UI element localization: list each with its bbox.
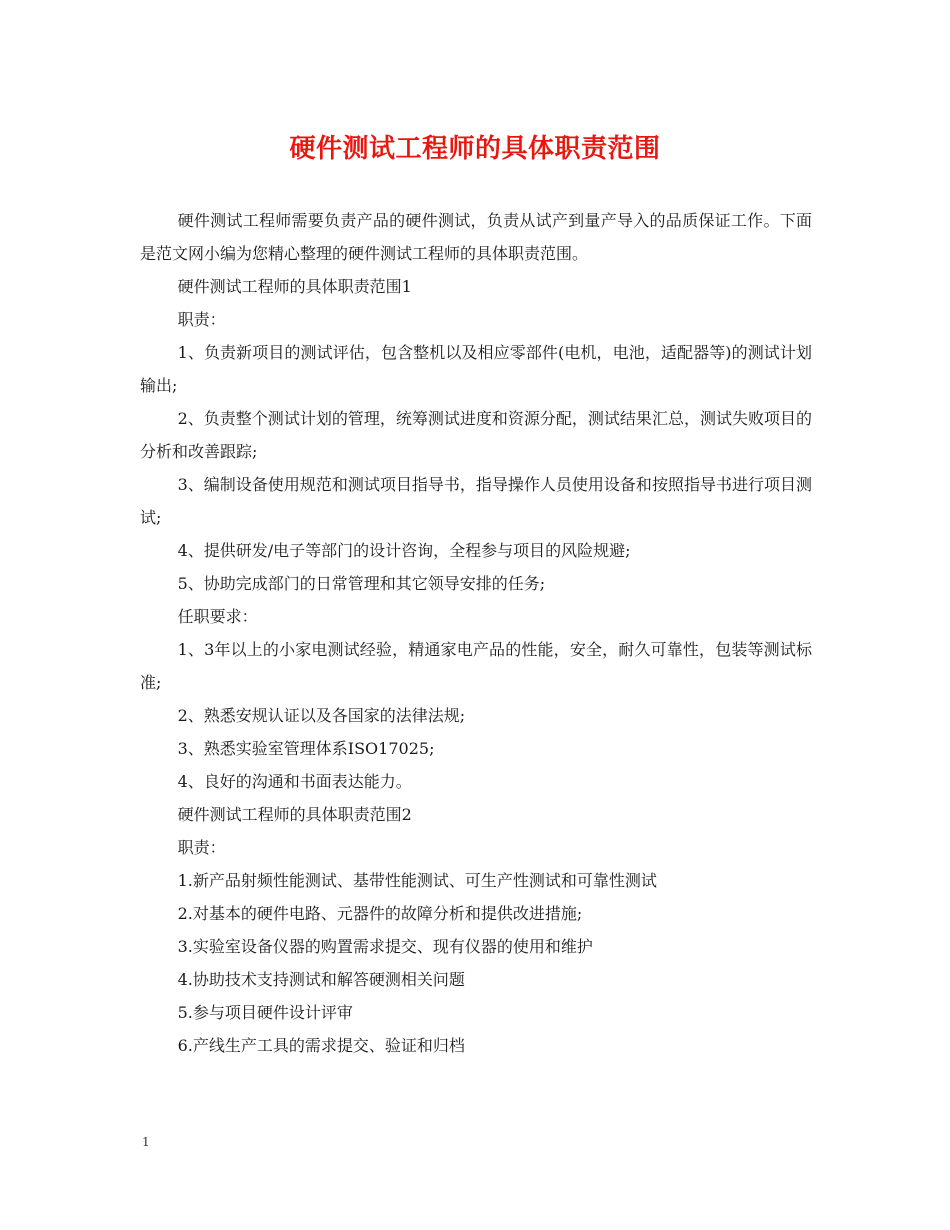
requirement-item: 1、3年以上的小家电测试经验，精通家电产品的性能，安全，耐久可靠性，包装等测试标准; <box>140 640 812 692</box>
duty-item: 1.新产品射频性能测试、基带性能测试、可生产性测试和可靠性测试 <box>177 871 657 890</box>
duties-label-2: 职责： <box>177 838 226 857</box>
duty-item: 4.协助技术支持测试和解答硬测相关问题 <box>177 970 465 989</box>
requirements-label: 任职要求： <box>177 607 258 626</box>
requirement-item: 3、熟悉实验室管理体系ISO17025; <box>177 739 435 758</box>
duty-item: 1、负责新项目的测试评估，包含整机以及相应零部件(电机，电池，适配器等)的测试计划输出; <box>140 343 812 395</box>
duty-item: 4、提供研发/电子等部门的设计咨询，全程参与项目的风险规避; <box>177 541 631 560</box>
duty-item: 2.对基本的硬件电路、元器件的故障分析和提供改进措施; <box>177 904 583 923</box>
duty-item: 3、编制设备使用规范和测试项目指导书，指导操作人员使用设备和按照指导书进行项目测试; <box>140 475 812 527</box>
duty-item: 5.参与项目硬件设计评审 <box>177 1003 353 1022</box>
document-title: 硬件测试工程师的具体职责范围 <box>289 134 661 164</box>
intro-paragraph: 硬件测试工程师需要负责产品的硬件测试，负责从试产到量产导入的品质保证工作。下面是范文网小编为您精心整理的硬件测试工程师的具体职责范围。 <box>140 211 812 263</box>
page-number: 1 <box>142 1135 150 1149</box>
duty-item: 3.实验室设备仪器的购置需求提交、现有仪器的使用和维护 <box>177 937 593 956</box>
requirement-item: 2、熟悉安规认证以及各国家的法律法规; <box>177 706 466 725</box>
duty-item: 2、负责整个测试计划的管理，统筹测试进度和资源分配，测试结果汇总，测试失败项目的分析和改善跟踪; <box>140 409 812 461</box>
section-heading-2: 硬件测试工程师的具体职责范围2 <box>177 805 412 824</box>
duties-label-1: 职责： <box>177 310 226 329</box>
section-heading-1: 硬件测试工程师的具体职责范围1 <box>177 277 412 296</box>
duty-item: 6.产线生产工具的需求提交、验证和归档 <box>177 1036 465 1055</box>
requirement-item: 4、良好的沟通和书面表达能力。 <box>177 772 412 791</box>
duty-item: 5、协助完成部门的日常管理和其它领导安排的任务; <box>177 574 546 593</box>
document-body <box>140 204 812 1062</box>
